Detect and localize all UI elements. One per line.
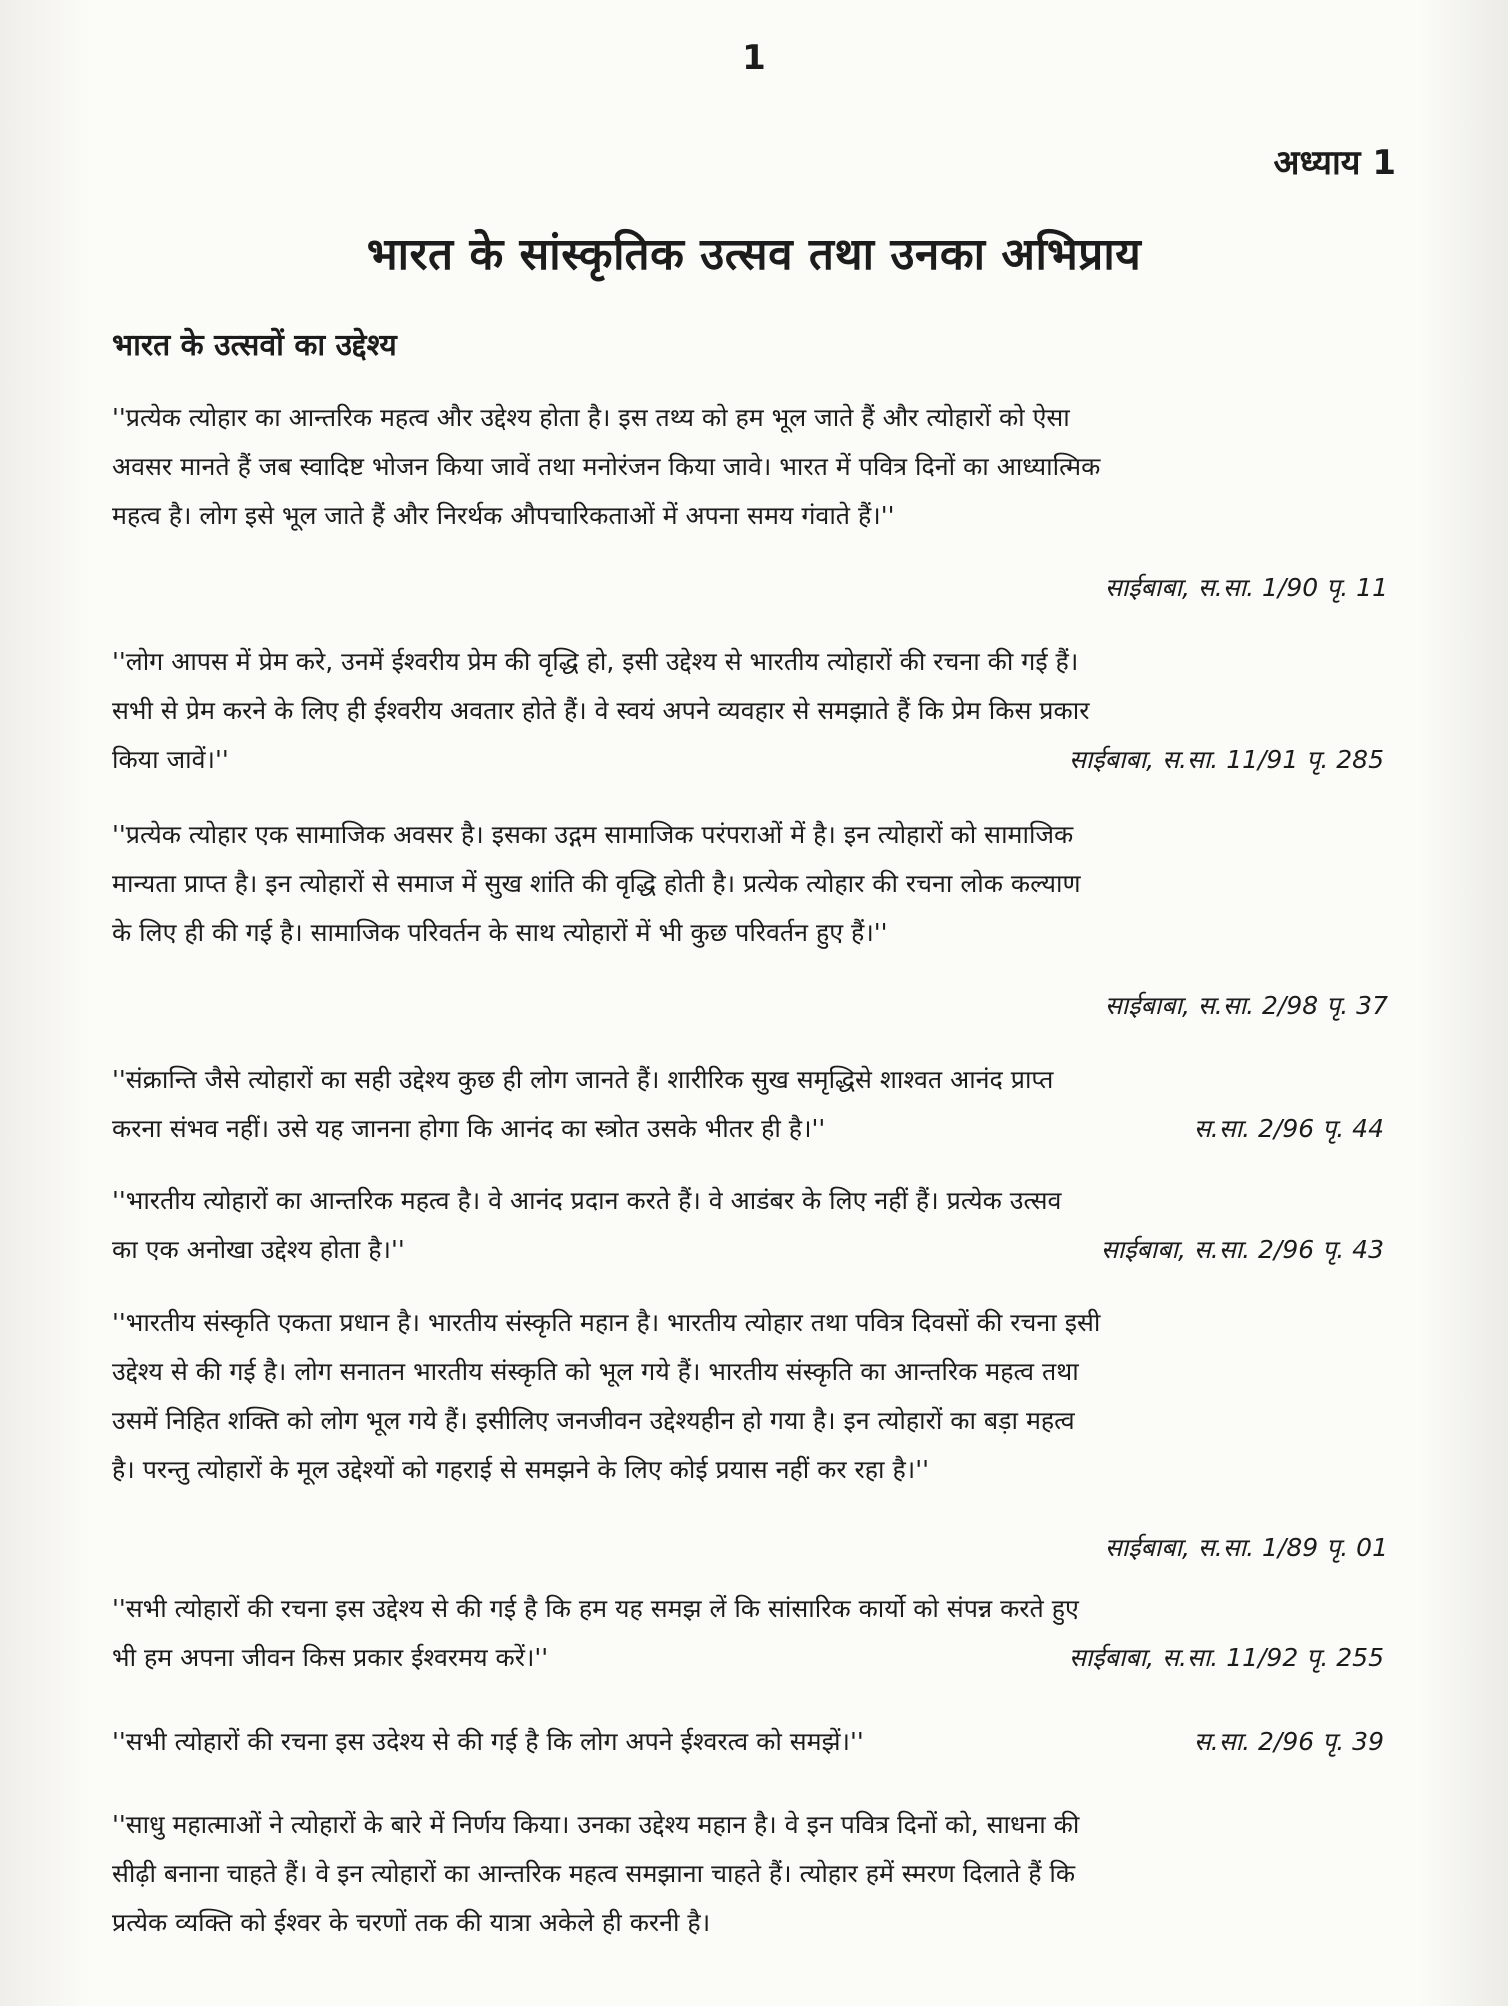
quote-line: उसमें निहित शक्ति को लोग भूल गये हैं। इसीलिए जनजीवन उद्देश्यहीन हो गया है। इन त्योहारों का बड़ा महत्व xyxy=(112,1406,1075,1435)
quote-6 xyxy=(112,1298,1384,1494)
quote-line: ''साधु महात्माओं ने त्योहारों के बारे में निर्णय किया। उनका उद्देश्य महान है। वे इन पवित्र दिनों को, साधना की xyxy=(112,1810,1080,1839)
quote-line: ''प्रत्येक त्योहार का आन्तरिक महत्व और उद्देश्य होता है। इस तथ्य को हम भूल जाते हैं और त्योहारों को ऐसा xyxy=(112,403,1070,432)
quote-8 xyxy=(112,1717,1384,1766)
quote-line: अवसर मानते हैं जब स्वादिष्ट भोजन किया जावें तथा मनोरंजन किया जावे। भारत में पवित्र दिनों का आध्यात्मिक xyxy=(112,452,1101,481)
quote-line: ''संक्रान्ति जैसे त्योहारों का सही उद्देश्य कुछ ही लोग जानते हैं। शारीरिक सुख समृद्धिसे शाश्वत आनंद प्राप्त xyxy=(112,1065,1054,1094)
quote-1 xyxy=(112,393,1384,540)
quote-line: मान्यता प्राप्त है। इन त्योहारों से समाज में सुख शांति की वृद्धि होती है। प्रत्येक त्योहार की रचना लोक कल्याण xyxy=(112,869,1081,898)
quote-8-citation: स.सा. 2/96 पृ. 39 xyxy=(1193,1727,1384,1756)
chapter-label: अध्याय 1 xyxy=(1273,143,1396,183)
quote-line xyxy=(112,1104,1384,1153)
quote-line xyxy=(112,1225,1384,1274)
quote-9 xyxy=(112,1800,1384,1947)
quote-line xyxy=(112,1633,1384,1682)
quote-line: ''भारतीय त्योहारों का आन्तरिक महत्व है। वे आनंद प्रदान करते हैं। वे आडंबर के लिए नहीं हैं। प्रत्येक उत्सव xyxy=(112,1186,1062,1215)
quote-line: प्रत्येक व्यक्ति को ईश्वर के चरणों तक की यात्रा अकेले ही करनी है। xyxy=(112,1908,711,1937)
quote-line: है। परन्तु त्योहारों के मूल उद्देश्यों को गहराई से समझने के लिए कोई प्रयास नहीं कर रहा है।'' xyxy=(112,1455,929,1484)
quote-text: किया जावें।'' xyxy=(112,745,229,774)
quote-line: महत्व है। लोग इसे भूल जाते हैं और निरर्थक औपचारिकताओं में अपना समय गंवाते हैं।'' xyxy=(112,501,895,530)
quote-line: सभी से प्रेम करने के लिए ही ईश्वरीय अवतार होते हैं। वे स्वयं अपने व्यवहार से समझाते हैं कि प्रेम किस प्रकार xyxy=(112,696,1090,725)
quote-text: ''सभी त्योहारों की रचना इस उदेश्य से की गई है कि लोग अपने ईश्वरत्व को समझें।'' xyxy=(112,1727,864,1756)
quote-line: के लिए ही की गई है। सामाजिक परिवर्तन के साथ त्योहारों में भी कुछ परिवर्तन हुए हैं।'' xyxy=(112,918,888,947)
quote-3-citation: साईबाबा, स.सा. 2/98 पृ. 37 xyxy=(1104,991,1388,1020)
page-number: 1 xyxy=(742,38,766,78)
quote-line: ''भारतीय संस्कृति एकता प्रधान है। भारतीय संस्कृति महान है। भारतीय त्योहार तथा पवित्र दिवसों की रचना इसी xyxy=(112,1308,1101,1337)
quote-5 xyxy=(112,1176,1384,1274)
quote-line xyxy=(112,1717,1384,1766)
quote-text: भी हम अपना जीवन किस प्रकार ईश्वरमय करें।'' xyxy=(112,1643,549,1672)
quote-7 xyxy=(112,1584,1384,1682)
quote-1-citation: साईबाबा, स.सा. 1/90 पृ. 11 xyxy=(1104,573,1388,602)
quote-line: सीढ़ी बनाना चाहते हैं। वे इन त्योहारों का आन्तरिक महत्व समझाना चाहते हैं। त्योहार हमें स्मरण दिलाते हैं कि xyxy=(112,1859,1076,1888)
quote-7-citation: साईबाबा, स.सा. 11/92 पृ. 255 xyxy=(1069,1643,1384,1672)
quote-3 xyxy=(112,810,1384,957)
quote-line: उद्देश्य से की गई है। लोग सनातन भारतीय संस्कृति को भूल गये हैं। भारतीय संस्कृति का आन्तरिक महत्व तथा xyxy=(112,1357,1079,1386)
quote-line xyxy=(112,735,1384,784)
quote-2-citation: साईबाबा, स.सा. 11/91 पृ. 285 xyxy=(1069,745,1384,774)
quote-2 xyxy=(112,637,1384,784)
quote-text: करना संभव नहीं। उसे यह जानना होगा कि आनंद का स्त्रोत उसके भीतर ही है।'' xyxy=(112,1114,826,1143)
quote-line: ''प्रत्येक त्योहार एक सामाजिक अवसर है। इसका उद्गम सामाजिक परंपराओं में है। इन त्योहारों को सामाजिक xyxy=(112,820,1074,849)
quote-4 xyxy=(112,1055,1384,1153)
quote-line: ''सभी त्योहारों की रचना इस उद्देश्य से की गई है कि हम यह समझ लें कि सांसारिक कार्यो को संपन्न करते हुए xyxy=(112,1594,1079,1623)
quote-4-citation: स.सा. 2/96 पृ. 44 xyxy=(1193,1114,1384,1143)
quote-6-citation: साईबाबा, स.सा. 1/89 पृ. 01 xyxy=(1104,1533,1388,1562)
quote-line: ''लोग आपस में प्रेम करे, उनमें ईश्वरीय प्रेम की वृद्धि हो, इसी उद्देश्य से भारतीय त्योहारों की रचना की गई हैं। xyxy=(112,647,1079,676)
section-heading: भारत के उत्सवों का उद्देश्य xyxy=(112,328,397,363)
page-title: भारत के सांस्कृतिक उत्सव तथा उनका अभिप्राय xyxy=(366,229,1142,280)
quote-text: का एक अनोखा उद्देश्य होता है।'' xyxy=(112,1235,405,1264)
quote-5-citation: साईबाबा, स.सा. 2/96 पृ. 43 xyxy=(1100,1235,1384,1264)
